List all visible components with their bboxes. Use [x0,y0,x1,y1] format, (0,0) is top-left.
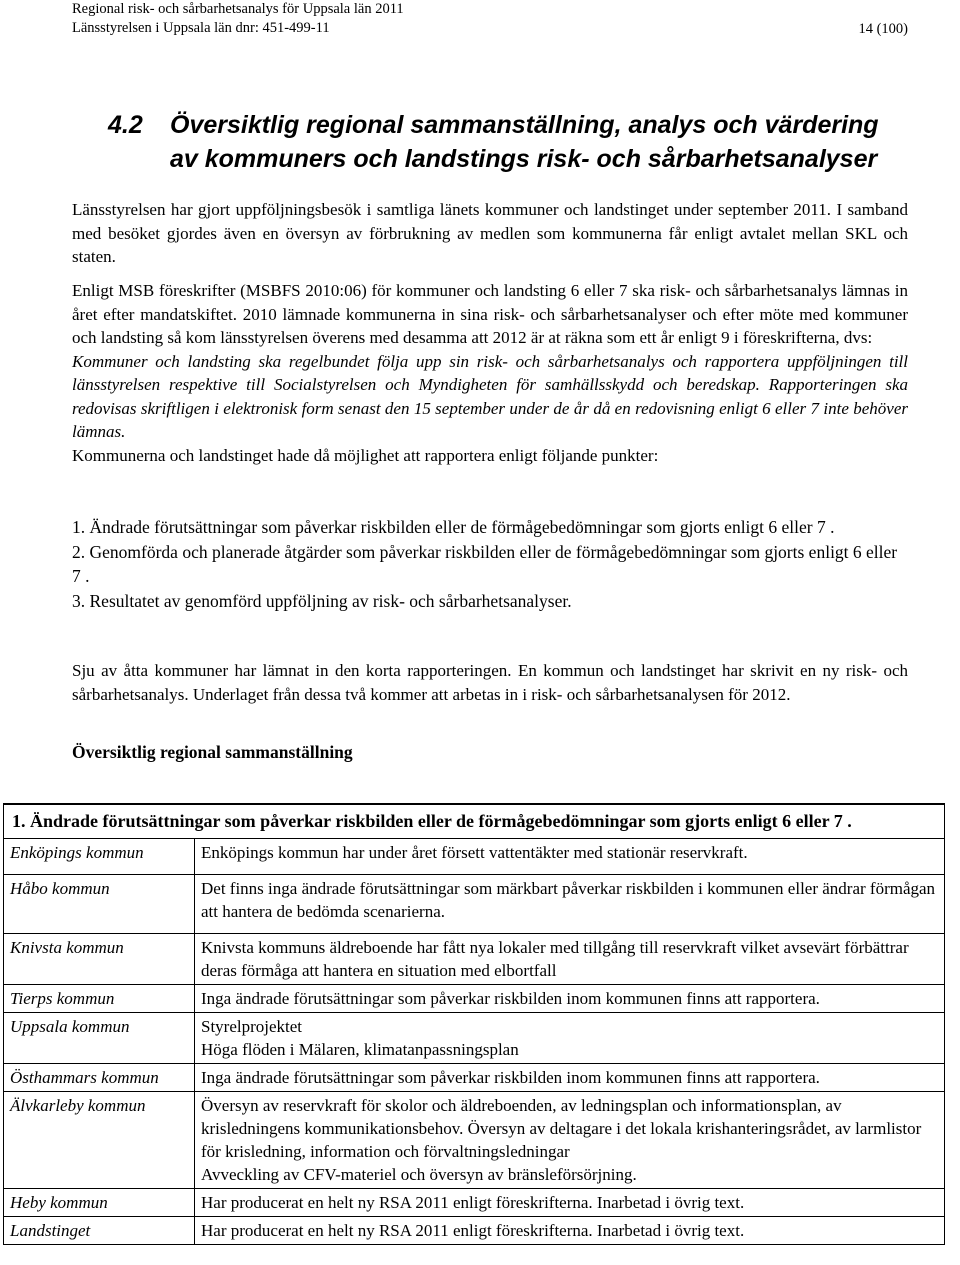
row-name: Knivsta kommun [4,934,195,985]
row-name: Älvkarleby kommun [4,1092,195,1189]
quoted-regulation: Kommuner och landsting ska regelbundet följa upp sin risk- och sårbarhetsanalys och rapportera uppföljningen till länsstyrelsen respektive till Socialstyrelsen och Myndigheten för samhällsskydd och beredskap. Rapporteringen ska redovisas skriftligen i elektronisk form senast den 15 september under de år då en redovisning enligt 6 eller 7 inte behöver lämnas. [72,351,908,441]
table-row [4,1064,945,1092]
header-dnr: Länsstyrelsen i Uppsala län dnr: 451-499-11 [72,20,330,36]
table-row [4,1217,945,1245]
row-name: Heby kommun [4,1189,195,1217]
section-heading [108,108,928,176]
table-row [4,934,945,985]
list-item: 3. Resultatet av genomförd uppföljning av risk- och sårbarhetsanalyser. [72,590,572,611]
table-row [4,875,945,934]
row-name: Håbo kommun [4,875,195,934]
row-text: Styrelprojektet Höga flöden i Mälaren, klimatanpassningsplan [195,1013,945,1064]
section-number: 4.2 [108,111,143,139]
section-title-line2: av kommuners och landstings risk- och sårbarhetsanalyser [170,145,878,173]
table-row [4,1189,945,1217]
section-title-line1: Översiktlig regional sammanställning, analys och värdering [170,111,879,139]
table-header: 1. Ändrade förutsättningar som påverkar riskbilden eller de förmågebedömningar som gjorts enligt 6 eller 7 . [4,804,945,839]
row-name: Östhammars kommun [4,1064,195,1092]
paragraph-summary [72,659,908,706]
table-row [4,985,945,1013]
page-header [72,0,404,38]
subheading: Översiktlig regional sammanställning [72,742,353,762]
row-name: Uppsala kommun [4,1013,195,1064]
row-text: Knivsta kommuns äldreboende har fått nya lokaler med tillgång till reservkraft vilket avsevärt förbättrar deras förmåga att hantera en situation med elbortfall [195,934,945,985]
header-document-title: Regional risk- och sårbarhetsanalys för Uppsala län 2011 [72,1,404,17]
row-text: Har producerat en helt ny RSA 2011 enligt föreskrifterna. Inarbetad i övrig text. [195,1189,945,1217]
paragraph-msb [72,279,908,467]
row-text: Inga ändrade förutsättningar som påverkar riskbilden inom kommunen finns att rapportera. [195,1064,945,1092]
points-list [72,515,908,613]
table-row [4,839,945,875]
list-item: 1. Ändrade förutsättningar som påverkar riskbilden eller de förmågebedömningar som gjorts enligt 6 eller 7 . [72,517,835,537]
row-text: Har producerat en helt ny RSA 2011 enligt föreskrifterna. Inarbetad i övrig text. [195,1217,945,1245]
list-item: 2. Genomförda och planerade åtgärder som påverkar riskbilden eller de förmågebedömningar som gjorts enligt 6 eller 7 . [72,541,898,586]
paragraph-intro [72,198,908,269]
table-row [4,1013,945,1064]
row-text: Inga ändrade förutsättningar som påverkar riskbilden inom kommunen finns att rapportera. [195,985,945,1013]
table-header-row [4,804,945,839]
table-row [4,1092,945,1189]
page-number: 14 (100) [858,21,908,37]
row-text: Det finns inga ändrade förutsättningar som märkbart påverkar riskbilden i kommunen eller ändrar förmågan att hantera de bedömda scenarierna. [195,875,945,934]
paragraph-text: Sju av åtta kommuner har lämnat in den korta rapporteringen. En kommun och landstinget har skrivit en ny risk- och sårbarhetsanalys. Underlaget från dessa två kommer att arbetas in i risk- och sårbarhetsanalysen för 2012. [72,661,908,704]
row-name: Tierps kommun [4,985,195,1013]
row-name: Landstinget [4,1217,195,1245]
paragraph-text: Länsstyrelsen har gjort uppföljningsbesök i samtliga länets kommuner och landstinget under september 2011. I samband med besöket gjordes även en översyn av förbrukning av medlen som kommunerna får enligt avtalet mellan SKL och staten. [72,200,908,266]
paragraph-text: Kommunerna och landstinget hade då möjlighet att rapportera enligt följande punkter: [72,445,659,465]
row-name: Enköpings kommun [4,839,195,875]
paragraph-text: Enligt MSB föreskrifter (MSBFS 2010:06) för kommuner och landsting 6 eller 7 ska risk- och sårbarhetsanalys lämnas in året efter mandatskiftet. 2010 lämnade kommunerna in sina risk- och sårbarhetsanalyser och efter möte med kommuner och landsting så kom länsstyrelsen överens med desamma att 2012 är at räkna som ett år enligt 9 i föreskrifterna, dvs: [72,281,908,347]
summary-table [3,803,945,1245]
row-text: Översyn av reservkraft för skolor och äldreboenden, av ledningsplan och informationsplan, av krisledningens kommunikationsbehov. Översyn av deltagare i det lokala krishanteringsrådet, av larmlistor för krisledning, information och förvaltningsledningar Avveckling av CFV-materiel och översyn av bränsleförsörjning. [195,1092,945,1189]
row-text: Enköpings kommun har under året försett vattentäkter med stationär reservkraft. [195,839,945,875]
